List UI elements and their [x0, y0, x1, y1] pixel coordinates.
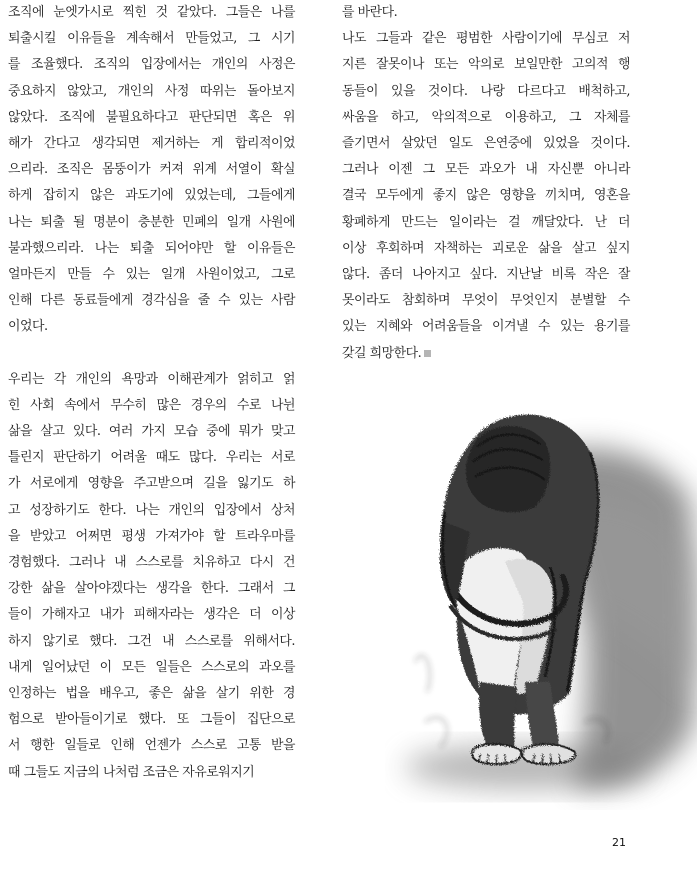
- crouching-figure-illustration: [385, 392, 697, 810]
- text-line: 를 조율했다. 조직의 입장에서는 개인의 사정은: [8, 57, 295, 73]
- text-line: 못이라도 참회하며 무엇이 무엇인지 분별할 수: [342, 293, 630, 309]
- text-line: 즐기면서 살았던 일도 은연중에 있었을 것이다.: [342, 136, 630, 152]
- text-line: 이었다.: [8, 319, 48, 335]
- text-line: 불과했으리라. 나는 퇴출 되어야만 할 이유들은: [8, 240, 295, 256]
- text-line: 하게 잡히지 않은 과도기에 있었는데, 그들에게: [8, 188, 295, 204]
- text-line: 험으로 받아들이기로 했다. 또 그들이 집단으로: [8, 712, 295, 728]
- text-line: 갖길 희망한다.: [342, 341, 630, 367]
- text-line: 를 바란다.: [342, 5, 398, 20]
- text-line: 조직에 눈엣가시로 찍힌 것 같았다. 그들은 나를: [8, 5, 295, 20]
- text-line: 인정하는 법을 배우고, 좋은 삶을 살기 위한 경: [8, 686, 295, 702]
- paragraph: [8, 367, 295, 786]
- text-line: 우리는 각 개인의 욕망과 이해관계가 얽히고 얽: [8, 371, 295, 387]
- text-line: 동들이 있을 것이다. 나랑 다르다고 배척하고,: [342, 83, 630, 99]
- text-line: 틀린지 판단하기 어려울 때도 많다. 우리는 서로: [8, 450, 295, 466]
- text-line: 경험했다. 그러나 내 스스로를 치유하고 다시 건: [8, 555, 295, 571]
- paragraph: [342, 0, 630, 26]
- text-line: 퇴출시킬 이유들을 계속해서 만들었고, 그 시기: [8, 31, 295, 47]
- text-line: 하지 않기로 했다. 그건 내 스스로를 위해서다.: [8, 633, 295, 649]
- text-line: 있는 지혜와 어려움들을 이겨낼 수 있는 용기를: [342, 319, 630, 335]
- text-line: 을 받았고 어쩌면 평생 가져가야 할 트라우마를: [8, 528, 295, 544]
- text-line: 중요하지 않았고, 개인의 사정 따위는 돌아보지: [8, 83, 295, 99]
- text-line: 때 그들도 지금의 나처럼 조금은 자유로워지기: [8, 764, 255, 780]
- paragraph-gap: [8, 341, 295, 367]
- text-line: 들이 가해자고 내가 피해자라는 생각은 더 이상: [8, 607, 295, 623]
- text-line: 가 서로에게 영향을 주고받으며 길을 잃기도 하: [8, 476, 295, 492]
- end-mark-icon: [424, 350, 431, 357]
- text-line: 나는 퇴출 될 명분이 충분한 민폐의 일개 사원에: [8, 214, 295, 230]
- figure: [440, 415, 598, 764]
- text-line: 힌 사회 속에서 무수히 많은 경우의 수로 나뉜: [8, 397, 295, 413]
- text-line: 서 행한 일들로 인해 언젠가 스스로 고통 받을: [8, 738, 295, 754]
- text-line: 않다. 좀더 나아지고 싶다. 지난날 비록 작은 잘: [342, 267, 630, 283]
- text-line: 고 성장하기도 한다. 나는 개인의 입장에서 상처: [8, 502, 295, 518]
- text-line: 나도 그들과 같은 평범한 사람이기에 무심코 저: [342, 31, 630, 47]
- text-line: 인해 다른 동료들에게 경각심을 줄 수 있는 사람: [8, 293, 295, 309]
- page-number: 21: [612, 836, 626, 849]
- text-line: 해가 간다고 생각되면 제거하는 게 합리적이었: [8, 136, 295, 152]
- text-line: 삶을 살고 있다. 여러 가지 모습 중에 뭐가 맞고: [8, 424, 295, 440]
- right-text-column: [342, 0, 630, 367]
- text-line: 황폐하게 만드는 일이라는 걸 깨달았다. 난 더: [342, 214, 630, 230]
- paragraph: [8, 0, 295, 341]
- text-line: 그러나 이젠 그 모든 과오가 내 자신뿐 아니라: [342, 162, 630, 178]
- text-line: 얼마든지 만들 수 있는 일개 사원이었고, 그로: [8, 267, 295, 283]
- left-text-column: [8, 0, 295, 786]
- text-line: 으리라. 조직은 몸뚱이가 커져 위계 서열이 확실: [8, 162, 295, 178]
- text-line: 지른 잘못이나 또는 악의로 보일만한 고의적 행: [342, 57, 630, 73]
- text-line: 않았다. 조직에 불필요하다고 판단되면 혹은 위: [8, 109, 295, 125]
- text-line: 내게 일어났던 이 모든 일들은 스스로의 과오를: [8, 659, 295, 675]
- text-line: 결국 모두에게 좋지 않은 영향을 끼치며, 영혼을: [342, 188, 630, 204]
- paragraph: [342, 26, 630, 367]
- text-line: 이상 후회하며 자책하는 괴로운 삶을 살고 싶지: [342, 240, 630, 256]
- text-line: 강한 삶을 살아야겠다는 생각을 한다. 그래서 그: [8, 581, 295, 597]
- text-line: 싸움을 하고, 악의적으로 이용하고, 그 자체를: [342, 109, 630, 125]
